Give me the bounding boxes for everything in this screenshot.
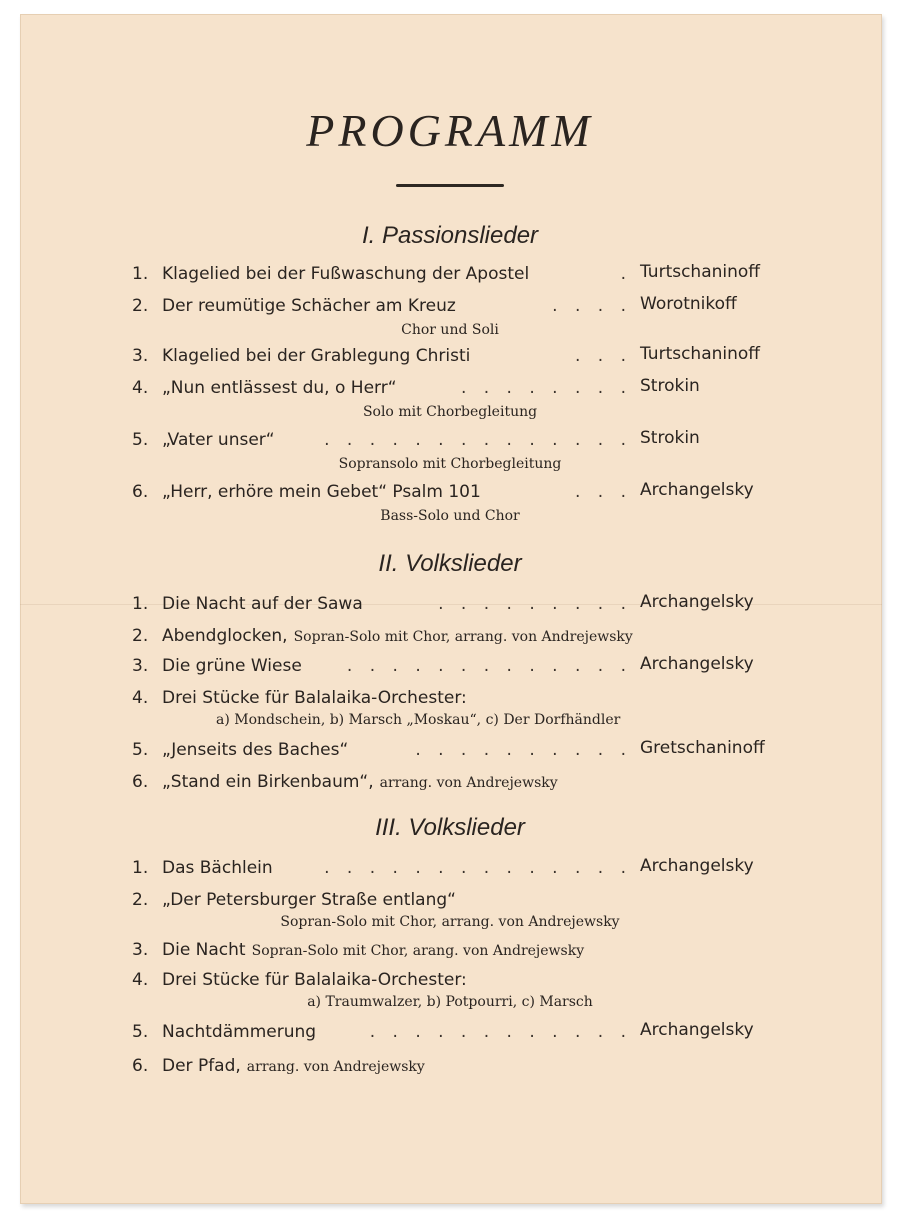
program-item — [132, 858, 778, 884]
item-title-text: Abendglocken, — [162, 626, 288, 646]
program-item — [132, 656, 778, 682]
item-composer: Worotnikoff — [640, 294, 737, 314]
dot-leader: . . . . — [552, 296, 632, 316]
item-note: arrang. von Andrejewsky — [379, 775, 558, 791]
item-title: Drei Stücke für Balalaika-Orchester: — [162, 688, 467, 708]
program-item — [132, 740, 778, 766]
item-number: 3. — [132, 346, 149, 366]
dot-leader: . . . — [574, 346, 632, 366]
item-composer: Turtschaninoff — [640, 344, 761, 364]
item-subtitle: Bass-Solo und Chor — [380, 508, 520, 524]
program-item — [132, 1022, 778, 1048]
dot-leader: . . . . . . . . . . . . . . — [324, 430, 632, 450]
item-note: Sopran-Solo mit Chor, arrang. von Andrejewsky — [293, 629, 633, 645]
program-item — [132, 594, 778, 620]
section-heading-1: I. Passionslieder — [361, 222, 539, 249]
item-number: 3. — [132, 940, 149, 960]
item-subtitle: Solo mit Chorbegleitung — [362, 404, 538, 420]
dot-leader: . . . . . . . . — [460, 378, 632, 398]
program-item — [132, 264, 778, 290]
item-title: Drei Stücke für Balalaika-Orchester: — [162, 970, 467, 990]
item-title: „Jenseits des Baches“ — [162, 740, 349, 760]
section-heading-3: III. Volkslieder — [375, 814, 525, 841]
item-title: Die grüne Wiese — [162, 656, 302, 676]
program-item — [132, 772, 778, 798]
dot-leader: . . . . . . . . . . . . — [369, 1022, 632, 1042]
dot-leader: . . . . . . . . . . . . . — [346, 656, 632, 676]
item-subtitle: Chor und Soli — [401, 322, 499, 338]
item-subtitle: Sopran-Solo mit Chor, arrang. von Andrejewsky — [280, 914, 620, 930]
program-item — [132, 970, 778, 996]
item-title — [162, 940, 584, 960]
section-heading-2: II. Volkslieder — [378, 550, 522, 577]
item-title: Nachtdämmerung — [162, 1022, 317, 1042]
item-composer: Archangelsky — [640, 1020, 754, 1040]
item-title-text: Die Nacht — [162, 940, 246, 960]
item-subtitle: a) Mondschein, b) Marsch „Moskau“, c) Der Dorfhändler — [216, 712, 621, 728]
title-divider — [396, 184, 504, 187]
item-number: 5. — [132, 1022, 149, 1042]
item-subtitle: Sopransolo mit Chorbegleitung — [338, 456, 562, 472]
item-number: 1. — [132, 858, 149, 878]
dot-leader: . . . . . . . . . . . . . . — [324, 858, 632, 878]
item-composer: Turtschaninoff — [640, 262, 761, 282]
item-title-text: Der Pfad, — [162, 1056, 241, 1076]
item-title: Klagelied bei der Fußwaschung der Apostel — [162, 264, 530, 284]
item-number: 5. — [132, 740, 149, 760]
item-title: Klagelied bei der Grablegung Christi — [162, 346, 471, 366]
item-number: 5. — [132, 430, 149, 450]
item-number: 2. — [132, 890, 149, 910]
item-title — [162, 626, 633, 646]
item-number: 2. — [132, 626, 149, 646]
item-composer: Archangelsky — [640, 480, 754, 500]
item-composer: Gretschaninoff — [640, 738, 765, 758]
item-number: 6. — [132, 772, 149, 792]
item-title — [162, 772, 558, 792]
item-subtitle: a) Traumwalzer, b) Potpourri, c) Marsch — [307, 994, 593, 1010]
program-item — [132, 430, 778, 456]
dot-leader: . — [620, 264, 632, 284]
program-item — [132, 1056, 778, 1082]
program-item — [132, 346, 778, 372]
item-number: 1. — [132, 594, 149, 614]
program-item — [132, 940, 778, 966]
item-title: „Herr, erhöre mein Gebet“ Psalm 101 — [162, 482, 481, 502]
item-composer: Strokin — [640, 428, 700, 448]
item-number: 4. — [132, 970, 149, 990]
item-number: 3. — [132, 656, 149, 676]
item-note: arrang. von Andrejewsky — [246, 1059, 425, 1075]
item-title: Die Nacht auf der Sawa — [162, 594, 363, 614]
dot-leader: . . . — [574, 482, 632, 502]
program-item — [132, 378, 778, 404]
item-number: 4. — [132, 378, 149, 398]
item-number: 4. — [132, 688, 149, 708]
item-composer: Archangelsky — [640, 654, 754, 674]
item-title-text: „Stand ein Birkenbaum“, — [162, 772, 374, 792]
program-item — [132, 626, 778, 652]
item-title: „Der Petersburger Straße entlang“ — [162, 890, 456, 910]
item-title: Der reumütige Schächer am Kreuz — [162, 296, 456, 316]
item-note: Sopran-Solo mit Chor, arang. von Andrejewsky — [251, 943, 585, 959]
item-composer: Archangelsky — [640, 592, 754, 612]
program-item — [132, 296, 778, 322]
item-title: Das Bächlein — [162, 858, 273, 878]
item-number: 1. — [132, 264, 149, 284]
program-item — [132, 688, 778, 714]
program-item — [132, 890, 778, 916]
item-title — [162, 1056, 425, 1076]
page-title: PROGRAMM — [306, 105, 594, 156]
program-item — [132, 482, 778, 508]
dot-leader: . . . . . . . . . . — [415, 740, 632, 760]
item-composer: Archangelsky — [640, 856, 754, 876]
item-title: „Vater unser“ — [162, 430, 275, 450]
item-number: 2. — [132, 296, 149, 316]
item-number: 6. — [132, 482, 149, 502]
item-composer: Strokin — [640, 376, 700, 396]
item-title: „Nun entlässest du, o Herr“ — [162, 378, 397, 398]
item-number: 6. — [132, 1056, 149, 1076]
dot-leader: . . . . . . . . . — [438, 594, 632, 614]
